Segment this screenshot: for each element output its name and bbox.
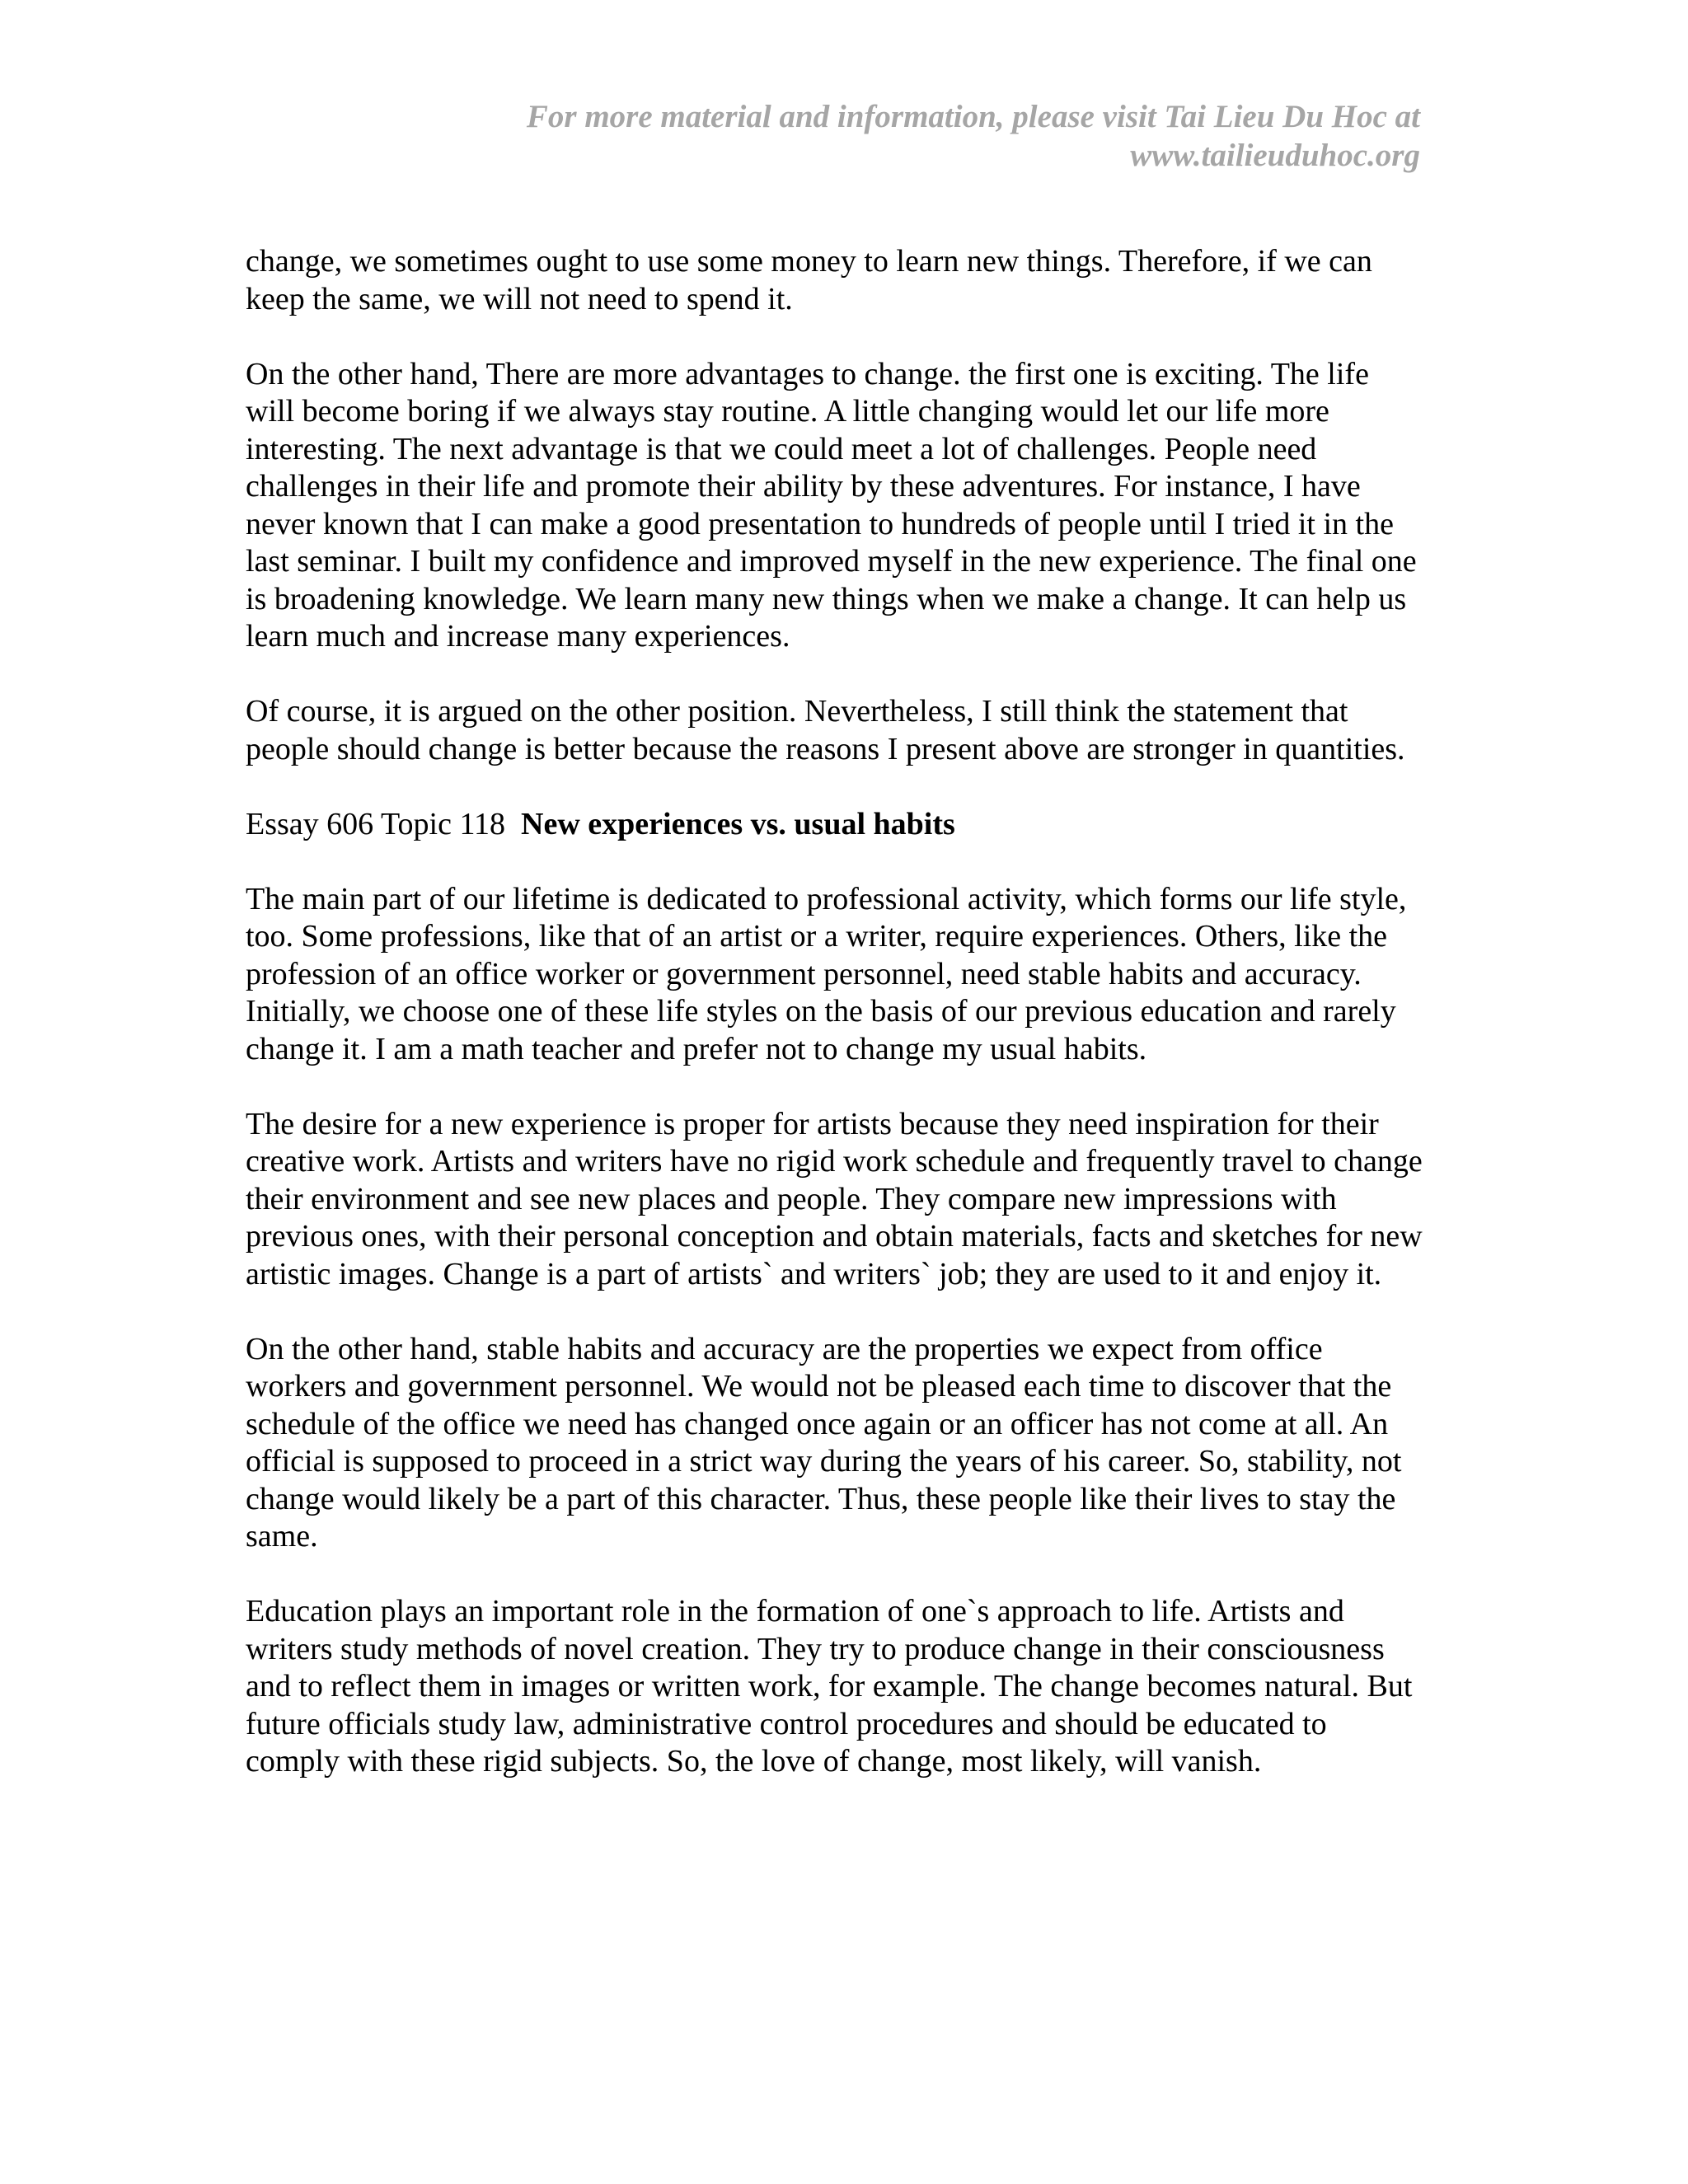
header-line-1: For more material and information, please visit Tai Lieu Du Hoc at: [526, 99, 1420, 134]
essay-paragraph-2: The desire for a new experience is proper for artists because they need inspiration for their creative work. Artists and writers have no rigid work schedule and frequently travel to change their environment and see new places and people. They compare new impressions with previous ones, with their personal conception and obtain materials, facts and sketches for new artistic images. Change is a part of artists` and writers` job; they are used to it and enjoy it.: [246, 1106, 1423, 1291]
essay-title: New experiences vs. usual habits: [521, 806, 955, 841]
paragraph-conclusion: Of course, it is argued on the other position. Nevertheless, I still think the statement that people should change is better because the reasons I present above are stronger in quantities.: [246, 694, 1405, 766]
paragraph-advantages: On the other hand, There are more advantages to change. the first one is exciting. The life will become boring if we always stay routine. A little changing would let our life more interesting. The next advantage is that we could meet a lot of challenges. People need challenges in their life and promote their ability by these adventures. For instance, I have never known that I can make a good presentation to hundreds of people until I tried it in the last seminar. I built my confidence and improved myself in the new experience. The final one is broadening knowledge. We learn many new things when we make a change. It can help us learn much and increase many experiences.: [246, 356, 1417, 654]
page-header: [184, 97, 1420, 175]
essay-label: Essay 606 Topic 118: [246, 806, 506, 841]
essay-paragraph-4: Education plays an important role in the formation of one`s approach to life. Artists and writers study methods of novel creation. They try to produce change in their consciousness and to reflect them in images or written work, for example. The change becomes natural. But future officials study law, administrative control procedures and should be educated to comply with these rigid subjects. So, the love of change, most likely, will vanish.: [246, 1594, 1413, 1779]
essay-paragraph-3: On the other hand, stable habits and accuracy are the properties we expect from office workers and government personnel. We would not be pleased each time to discover that the schedule of the office we need has changed once again or an officer has not come at all. An official is supposed to proceed in a strict way during the years of his career. So, stability, not change would likely be a part of this character. Thus, these people like their lives to stay the same.: [246, 1331, 1402, 1554]
header-website: www.tailieuduhoc.org: [1130, 138, 1420, 173]
essay-paragraph-1: The main part of our lifetime is dedicated to professional activity, which forms our life style, too. Some professions, like that of an artist or a writer, require experiences. Others, like the profession of an office worker or government personnel, need stable habits and accuracy. Initially, we choose one of these life styles on the basis of our previous education and rarely change it. I am a math teacher and prefer not to change my usual habits.: [246, 881, 1407, 1066]
paragraph-continuation: change, we sometimes ought to use some money to learn new things. Therefore, if we can keep the same, we will not need to spend it.: [246, 244, 1372, 316]
essay-heading: [246, 806, 1424, 844]
document-body: [246, 243, 1424, 1818]
